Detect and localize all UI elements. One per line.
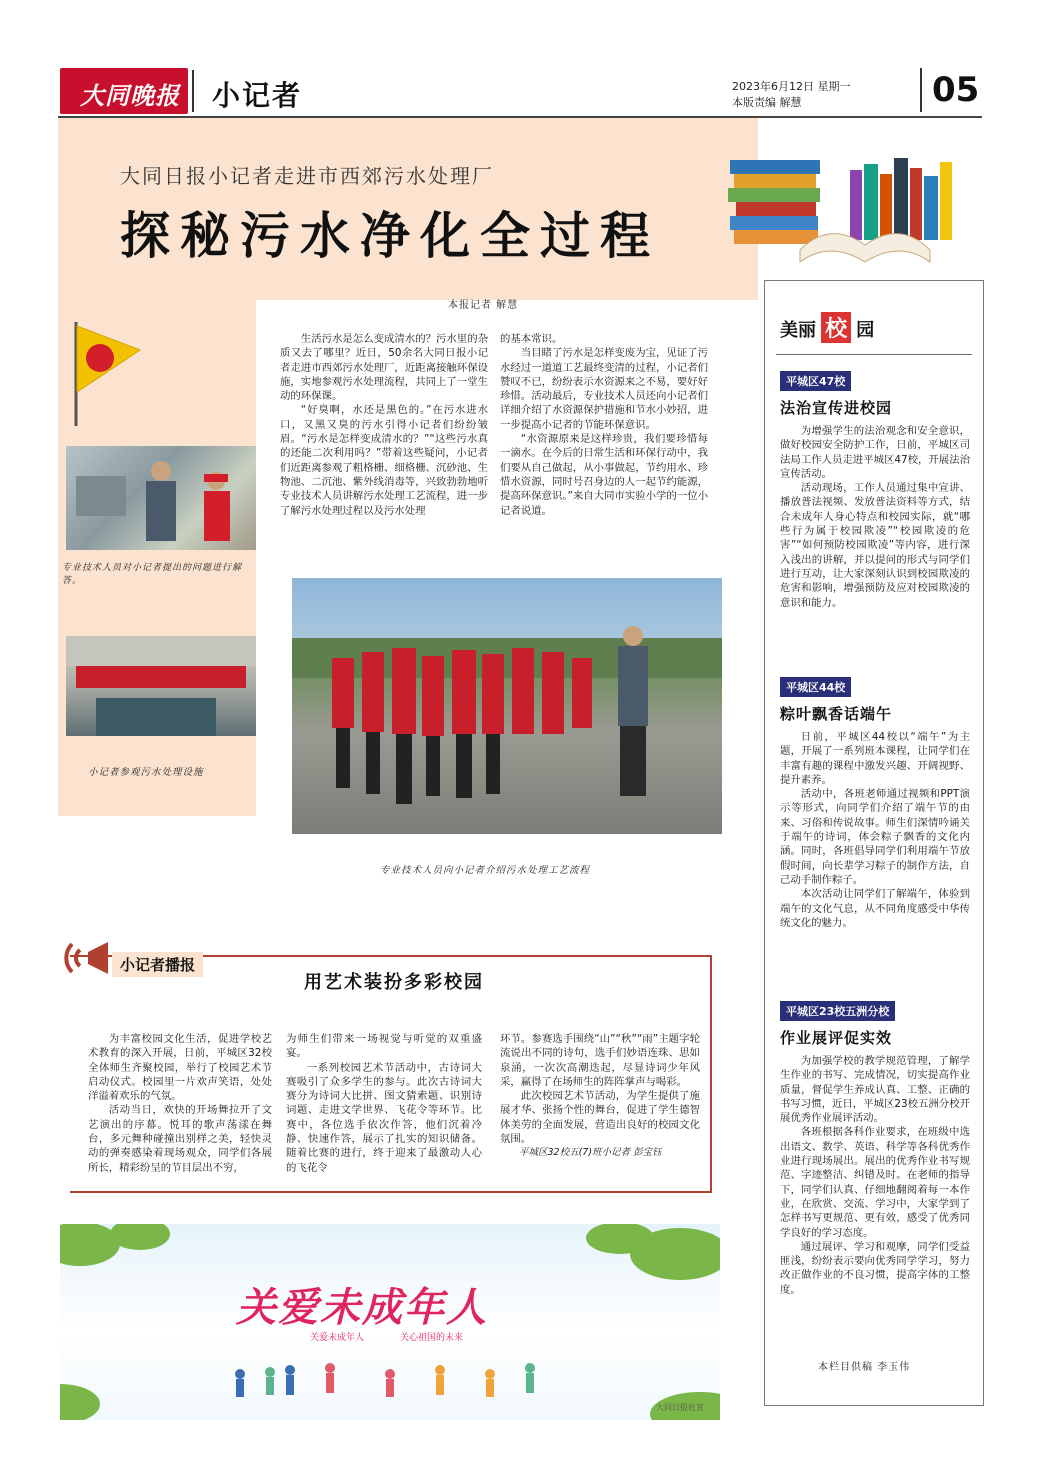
- sidebar-item-title: 法治宣传进校园: [780, 399, 893, 417]
- lead-paragraph: 的基本常识。: [500, 333, 563, 345]
- sidebar-paragraph: 为加强学校的教学规范管理，了解学生作业的书写、完成情况，切实提高作业质量，督促学生养成认真、工整、正确的书写习惯，近日，平城区23校五洲分校开展优秀作业展评活动。: [780, 1055, 970, 1125]
- logo-text: 大同晚报: [80, 81, 180, 110]
- issue-date: 2023年6月12日 星期一: [732, 80, 851, 93]
- sidebar-header-pre: 美丽: [780, 320, 816, 341]
- broadcast-column-3: [500, 1032, 700, 1161]
- sidebar-item-title: 作业展评促实效: [780, 1029, 893, 1047]
- page-number-divider: [920, 68, 922, 112]
- sidebar-paragraph: 活动现场，工作人员通过集中宣讲、播放普法视频、发放普法资料等方式，结合未成年人身心特点和校园实际，就“哪些行为属于校园欺凌”“校园欺凌的危害”“如何预防校园欺凌”等内容，进行深入浅出的讲解，并以提问的形式与同学们进行互动，让大家深刻认识到校园欺凌的危害和影响，增强预防及应对校园欺凌的意识和能力。: [780, 482, 970, 609]
- photo-technician-answering: [66, 446, 256, 550]
- masthead-logo: [60, 68, 188, 114]
- broadcast-paragraph: 为师生们带来一场视觉与听觉的双重盛宴。: [286, 1033, 482, 1060]
- caption-photo1: 专业技术人员对小记者提出的问题进行解答。: [62, 563, 243, 586]
- sidebar-item-title: 粽叶飘香话端午: [780, 705, 893, 723]
- sidebar-header: [780, 312, 970, 352]
- banner-credit: 大同日报社宣: [656, 1403, 704, 1412]
- lead-paragraph: “好臭啊，水还是黑色的。”在污水进水口，又黑又臭的污水引得小记者们纷纷皱眉。“污水是怎样变成清水的？”“这些污水真的还能二次利用吗？”带着这些疑问，小记者们近距离参观了粗格栅、细格栅、沉砂池、生物池、二沉池、紫外线消毒等，兴致勃勃地听专业技术人员讲解污水处理工艺流程，进一步了解污水处理过程以及污水处理: [280, 404, 488, 517]
- section-title: 小记者: [212, 79, 303, 112]
- lead-paragraph: 当目睹了污水是怎样变废为宝，见证了污水经过一道道工艺最终变清的过程，小记者们赞叹不已，纷纷表示水资源来之不易，要好好珍惜。活动最后，专业技术人员还向小记者们详细介绍了水资源保护措施和节水小妙招，进一步提高小记者的节能环保意识。: [500, 347, 708, 431]
- public-service-banner: [60, 1224, 720, 1420]
- sidebar-paragraph: 通过展评、学习和观摩，同学们受益匪浅，纷纷表示要向优秀同学学习，努力改正做作业的不良习惯，提高字体的工整度。: [780, 1240, 970, 1296]
- broadcast-paragraph: 为丰富校园文化生活，促进学校艺术教育的深入开展，日前，平城区32校全体师生齐聚校园，举行了校园艺术节启动仪式。校园里一片欢声笑语，处处洋溢着欢乐的气氛。: [88, 1033, 272, 1103]
- broadcast-paragraph: 环节。参赛选手围绕“山”“秋”“雨”主题字轮流说出不同的诗句，选手们妙语连珠、思如泉涌，一次次高潮迭起，尽显诗词少年风采，赢得了在场师生的阵阵掌声与喝彩。: [500, 1033, 700, 1088]
- lead-title: 探秘污水净化全过程: [120, 206, 660, 265]
- flag-illustration: [62, 318, 142, 428]
- sidebar-footer: 本栏目供稿 李玉伟: [818, 1362, 911, 1373]
- banner-subtitle-2: 关心祖国的未来: [400, 1333, 464, 1343]
- lead-column-2: [500, 332, 708, 518]
- sidebar-item-tag: 平城区47校: [780, 371, 851, 391]
- banner-title: 关爱未成年人: [236, 1284, 488, 1331]
- sidebar-item-tag: 平城区44校: [780, 677, 851, 697]
- photo-group-tour: [292, 578, 722, 834]
- sidebar-header-rule: [776, 354, 972, 355]
- sidebar-item-1: [780, 370, 970, 610]
- broadcast-paragraph: 活动当日，欢快的开场舞拉开了文艺演出的序幕。悦耳的歌声荡漾在舞台，多元舞种碰撞出别样之美，轻快灵动的弹奏感染着现场观众，同学们各展所长，精彩纷呈的节目层出不穷，: [88, 1104, 272, 1174]
- sidebar-paragraph: 活动中，各班老师通过视频和PPT演示等形式，向同学们介绍了端午节的由来、习俗和传说故事。师生们深情吟诵关于端午的诗词，体会粽子飘香的文化内涵。同时，各班倡导同学们利用端午节放假时间，向长辈学习粽子的制作方法，自己动手制作粽子。: [780, 788, 970, 886]
- broadcast-label-text: 小记者播报: [120, 956, 196, 974]
- sidebar-header-mid: 校: [821, 312, 851, 343]
- caption-photo3: 专业技术人员向小记者介绍污水处理工艺流程: [380, 865, 591, 876]
- lead-kicker: 大同日报小记者走进市西郊污水处理厂: [120, 164, 494, 188]
- broadcast-paragraph: 一系列校园艺术节活动中，古诗词大赛吸引了众多学生的参与。此次古诗词大赛分为诗词大比拼、图文猜索题、识别诗词题、走进文学世界、飞花令等环节。比赛中，各位选手依次作答，他们沉着冷静、快速作答，展示了扎实的知识储备。随着比赛的进行，终于迎来了最激动人心的飞花令: [286, 1061, 482, 1174]
- page-editor: 本版责编 解慧: [732, 96, 802, 109]
- sidebar-item-3: [780, 1000, 970, 1297]
- sidebar-paragraph: 本次活动让同学们了解端午，体验到端午的文化气息，从不同角度感受中华传统文化的魅力。: [780, 888, 970, 929]
- lead-byline: 本报记者 解慧: [448, 300, 519, 311]
- lead-paragraph: 生活污水是怎么变成清水的？污水里的杂质又去了哪里？近日，50余名大同日报小记者走进市西郊污水处理厂，近距离接触环保设施，实地参观污水处理流程，共同上了一堂生动的环保课。: [280, 333, 488, 403]
- caption-photo2: 小记者参观污水处理设施: [88, 767, 204, 778]
- broadcast-frame-bottom: [70, 1191, 710, 1193]
- header-divider: [192, 70, 194, 112]
- broadcast-column-2: [286, 1032, 482, 1175]
- page-number: 05: [932, 70, 980, 110]
- sidebar-paragraph: 为增强学生的法治观念和安全意识，做好校园安全防护工作，日前，平城区司法局工作人员走进平城区47校，开展法治宣传活动。: [780, 425, 970, 480]
- broadcast-paragraph: 此次校园艺术节活动，为学生提供了施展才华、张扬个性的舞台，促进了学生德智体美劳的全面发展，营造出良好的校园文化氛围。: [500, 1090, 700, 1146]
- lead-column-1: [280, 332, 488, 518]
- sidebar-header-post: 园: [856, 320, 875, 341]
- broadcast-label: [112, 952, 203, 977]
- sidebar-paragraph: 各班根据各科作业要求，在班级中选出语文、数学、英语、科学等各科优秀作业进行现场展出。展出的优秀作业书写规范、字迹整洁、纠错及时。在老师的指导下，同学们认真、仔细地翻阅着每一本作业，在欣赏、交流、学习中，大家学到了怎样书写更规范、更有效，感受了优秀同学良好的学习态度。: [780, 1126, 970, 1239]
- sidebar-item-2: [780, 676, 970, 930]
- broadcast-column-1: [88, 1032, 272, 1175]
- lead-paragraph: “水资源原来是这样珍贵，我们要珍惜每一滴水。在今后的日常生活和环保行动中，我们要从自己做起，从小事做起，节约用水、珍惜水资源，同时号召身边的人一起节约能源，提高环保意识。”来自大同市实验小学的一位小记者说道。: [500, 433, 708, 517]
- sidebar-paragraph: 日前，平城区44校以“端午”为主题，开展了一系列班本课程，让同学们在丰富有趣的课程中激发兴趣、开阔视野、提升素养。: [780, 731, 970, 786]
- banner-subtitle-1: 关爱未成年人: [310, 1333, 365, 1343]
- sidebar-item-tag: 平城区23校五洲分校: [780, 1001, 895, 1021]
- photo-facility-visit: [66, 636, 256, 736]
- broadcast-signature: 平城区32校五(7)班小记者 彭宝钰: [519, 1147, 662, 1159]
- broadcast-title: 用艺术装扮多彩校园: [304, 972, 484, 993]
- books-illustration: [700, 150, 980, 270]
